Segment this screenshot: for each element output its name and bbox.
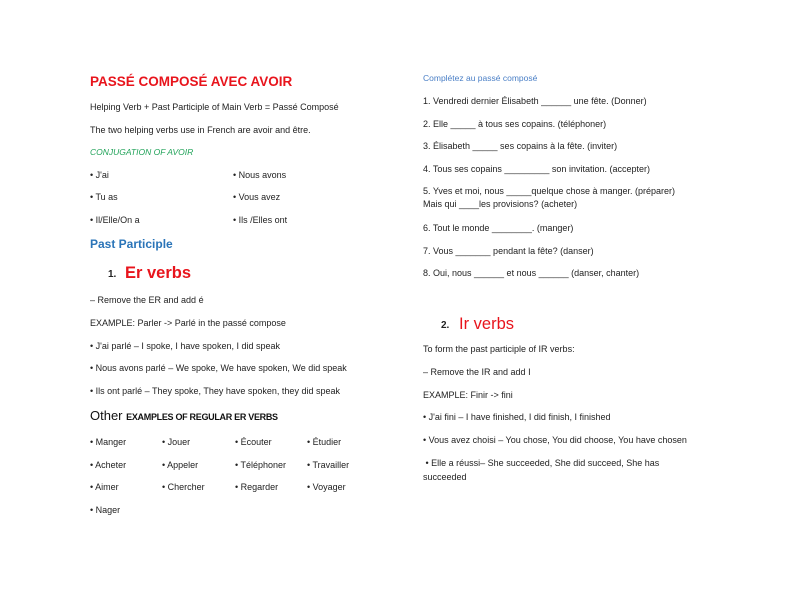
verb-item: • Étudier bbox=[307, 437, 342, 447]
verb-item: • Acheter bbox=[90, 460, 127, 470]
past-participle-heading: Past Participle bbox=[90, 237, 173, 251]
exercise-item: 3. Élisabeth _____ ses copains à la fête. (inviter) bbox=[423, 141, 618, 151]
conjugation-heading: CONJUGATION OF AVOIR bbox=[90, 147, 194, 157]
page-title: PASSÉ COMPOSÉ AVEC AVOIR bbox=[90, 74, 293, 89]
ir-bullet: • J'ai fini – I have finished, I did finish, I finished bbox=[423, 412, 611, 422]
exercise-item: 6. Tout le monde ________. (manger) bbox=[423, 223, 574, 233]
er-number: 1. bbox=[108, 269, 117, 280]
helping-verbs-text: The two helping verbs use in French are avoir and être. bbox=[90, 125, 311, 135]
conjugation-item: • Tu as bbox=[90, 192, 118, 202]
verb-item: • Écouter bbox=[235, 437, 272, 447]
ir-verbs-heading: Ir verbs bbox=[459, 315, 515, 333]
er-bullet: • J'ai parlé – I spoke, I have spoken, I did speak bbox=[90, 341, 280, 351]
exercise-item: 5. Yves et moi, nous _____quelque chose à manger. (préparer) bbox=[423, 186, 675, 196]
verb-item: • Téléphoner bbox=[235, 460, 287, 470]
other-examples-label: EXAMPLES OF REGULAR ER VERBS bbox=[126, 412, 278, 422]
exercise-item: Mais qui ____les provisions? (acheter) bbox=[423, 199, 578, 209]
verb-item: • Travailler bbox=[307, 460, 350, 470]
verb-item: • Manger bbox=[90, 437, 127, 447]
ir-bullet: • Vous avez choisi – You chose, You did choose, You have chosen bbox=[423, 435, 687, 445]
ir-number: 2. bbox=[441, 320, 450, 331]
verb-item: • Regarder bbox=[235, 482, 279, 492]
er-bullet: • Nous avons parlé – We spoke, We have spoken, We did speak bbox=[90, 363, 347, 373]
conjugation-item: • Nous avons bbox=[233, 170, 287, 180]
verb-item: • Jouer bbox=[162, 437, 191, 447]
ir-example: EXAMPLE: Finir -> fini bbox=[423, 390, 513, 400]
exercise-heading: Complétez au passé composé bbox=[423, 73, 538, 83]
verb-item: • Nager bbox=[90, 505, 121, 515]
er-example: EXAMPLE: Parler -> Parlé in the passé compose bbox=[90, 318, 286, 328]
conjugation-item: • Vous avez bbox=[233, 192, 281, 202]
exercise-item: 2. Elle _____ à tous ses copains. (téléphoner) bbox=[423, 119, 607, 129]
ir-bullet-continuation: succeeded bbox=[423, 472, 467, 482]
er-rule: – Remove the ER and add é bbox=[90, 295, 204, 305]
verb-item: • Appeler bbox=[162, 460, 199, 470]
conjugation-item: • Il/Elle/On a bbox=[90, 215, 140, 225]
other-examples-heading bbox=[90, 408, 278, 425]
verb-item: • Aimer bbox=[90, 482, 119, 492]
exercise-item: 4. Tous ses copains _________ son invitation. (accepter) bbox=[423, 164, 650, 174]
exercise-item: 8. Oui, nous ______ et nous ______ (danser, chanter) bbox=[423, 268, 640, 278]
exercise-item: 7. Vous _______ pendant la fête? (danser) bbox=[423, 246, 594, 256]
conjugation-item: • Ils /Elles ont bbox=[233, 215, 288, 225]
ir-bullet: • Elle a réussi– She succeeded, She did succeed, She has bbox=[423, 458, 660, 468]
formula-text: Helping Verb + Past Participle of Main Verb = Passé Composé bbox=[90, 102, 339, 112]
verb-item: • Chercher bbox=[162, 482, 205, 492]
er-bullet: • Ils ont parlé – They spoke, They have spoken, they did speak bbox=[90, 386, 340, 396]
conjugation-item: • J'ai bbox=[90, 170, 109, 180]
er-verbs-heading: Er verbs bbox=[125, 264, 192, 282]
ir-rule: – Remove the IR and add I bbox=[423, 367, 531, 377]
exercise-item: 1. Vendredi dernier Élisabeth ______ une fête. (Donner) bbox=[423, 96, 647, 106]
verb-item: • Voyager bbox=[307, 482, 346, 492]
other-word: Other bbox=[90, 408, 123, 423]
ir-intro: To form the past participle of IR verbs: bbox=[423, 344, 575, 354]
